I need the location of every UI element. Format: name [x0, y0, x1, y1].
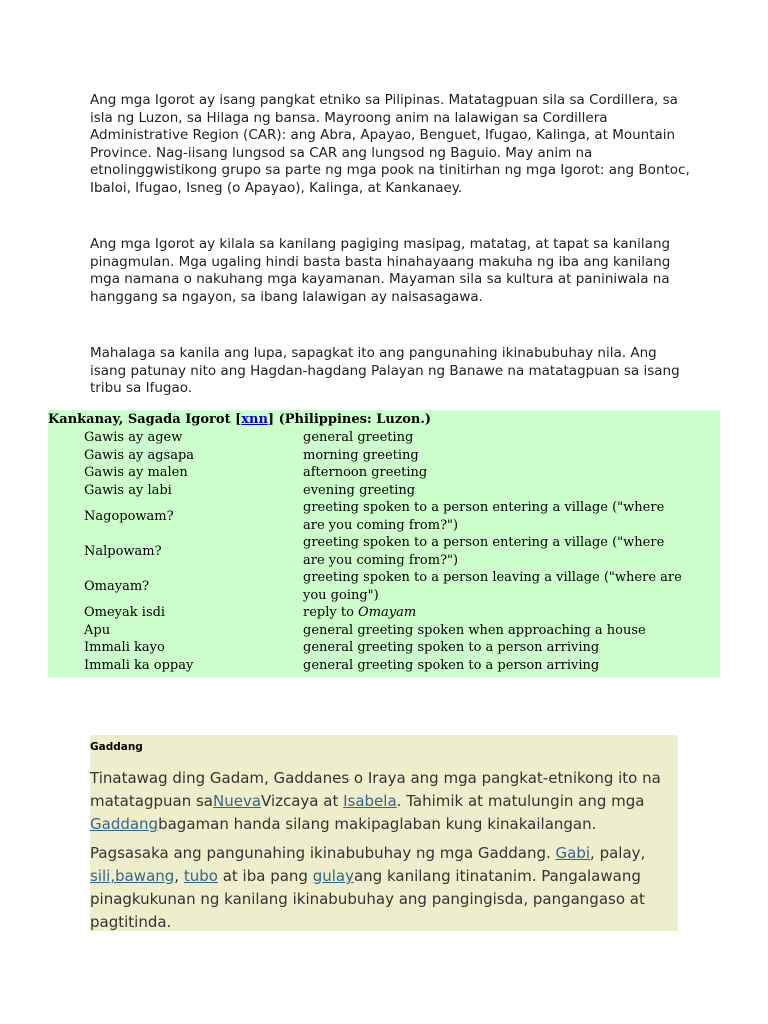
intro-paragraph-1: Ang mga Igorot ay isang pangkat etniko sa Pilipinas. Matatagpuan sila sa Cordillera, sa isla ng Luzon, sa Hilaga ng bansa. Mayroong anim na lalawigan sa Cordillera Administrative Region (CAR): ang Abra, Apayao, Benguet, Ifugao, Kalinga, at Mountain Province. Nag-iisang lungsod sa CAR ang lungsod ng Baguio. May anim na etnolinggwistikong grupo sa parte ng mga pook na tinitirhan ng mga Igorot: ang Bontoc, Ibaloi, Ifugao, Isneg (o Apayao), Kalinga, at Kankanaey.	[90, 92, 690, 196]
gaddang-paragraph-1: Tinatawag ding Gadam, Gaddanes o Iraya ang mga pangkat-etnikong ito na matatagpuan saNuevaVizcaya at Isabela. Tahimik at matulungin ang mga Gaddangbagaman handa silang makipaglaban kung kinakailangan.	[90, 769, 661, 833]
xnn-language-link[interactable]: xnn	[241, 412, 268, 427]
table-row: Gawis ay agsapa morning greeting	[84, 447, 419, 463]
table-row: Immali ka oppay general greeting spoken to a person arriving	[84, 657, 600, 673]
gaddang-section	[90, 735, 678, 931]
gaddang-link[interactable]: Gaddang	[90, 815, 159, 833]
greetings-table	[84, 429, 688, 674]
intro-paragraph-2: Ang mga Igorot ay kilala sa kanilang pagiging masipag, matatag, at tapat sa kanilang pinagmulan. Mga ugaling hindi basta basta hinahayaang makuha ng iba ang kanilang mga namana o nakuhang mga kayamanan. Mayaman sila sa kultura at paniniwala na hanggang sa ngayon, sa ibang lalawigan ay naisasagawa.	[90, 236, 671, 305]
gaddang-paragraph-2: Pagsasaka ang pangunahing ikinabubuhay ng mga Gaddang. Gabi, palay, sili,bawang, tubo at iba pang gulayang kanilang itinatanim. Pangalawang pinagkukunan ng kanilang ikinabubuhay ang pangingisda, pangangaso at pagtitinda.	[90, 844, 646, 931]
sili-bawang-link[interactable]: sili,bawang	[90, 867, 175, 885]
gaddang-title: Gaddang	[90, 741, 143, 753]
isabela-link[interactable]: Isabela	[343, 792, 397, 810]
table-row: Nalpowam? greeting spoken to a person entering a village ("where are you coming from?")	[84, 535, 665, 568]
tubo-link[interactable]: tubo	[183, 867, 218, 885]
table-row: Omayam? greeting spoken to a person leaving a village ("where are you going")	[84, 570, 682, 603]
table-row: Apu general greeting spoken when approaching a house	[84, 622, 646, 638]
gabi-link[interactable]: Gabi	[555, 844, 591, 862]
nueva-link[interactable]: Nueva	[212, 792, 262, 810]
table-row: Immali kayo general greeting spoken to a person arriving	[84, 640, 600, 655]
table-row: Gawis ay labi evening greeting	[84, 482, 416, 498]
table-row: Gawis ay agew general greeting	[84, 430, 414, 445]
table-row: Omeyak isdi reply to Omayam	[84, 605, 417, 620]
kankanay-greetings-box	[48, 410, 720, 678]
table-row: Gawis ay malen afternoon greeting	[84, 465, 428, 480]
intro-paragraph-3: Mahalaga sa kanila ang lupa, sapagkat ito ang pangunahing ikinabubuhay nila. Ang isang patunay nito ang Hagdan-hagdang Palayan ng Banawe na matatagpuan sa isang tribu sa Ifugao.	[90, 345, 680, 396]
gulay-link[interactable]: gulay	[312, 867, 354, 885]
glossary-header: Kankanay, Sagada Igorot [xnn] (Philippines: Luzon.)	[48, 412, 432, 427]
table-row: Nagopowam? greeting spoken to a person entering a village ("where are you coming from?")	[84, 500, 665, 533]
